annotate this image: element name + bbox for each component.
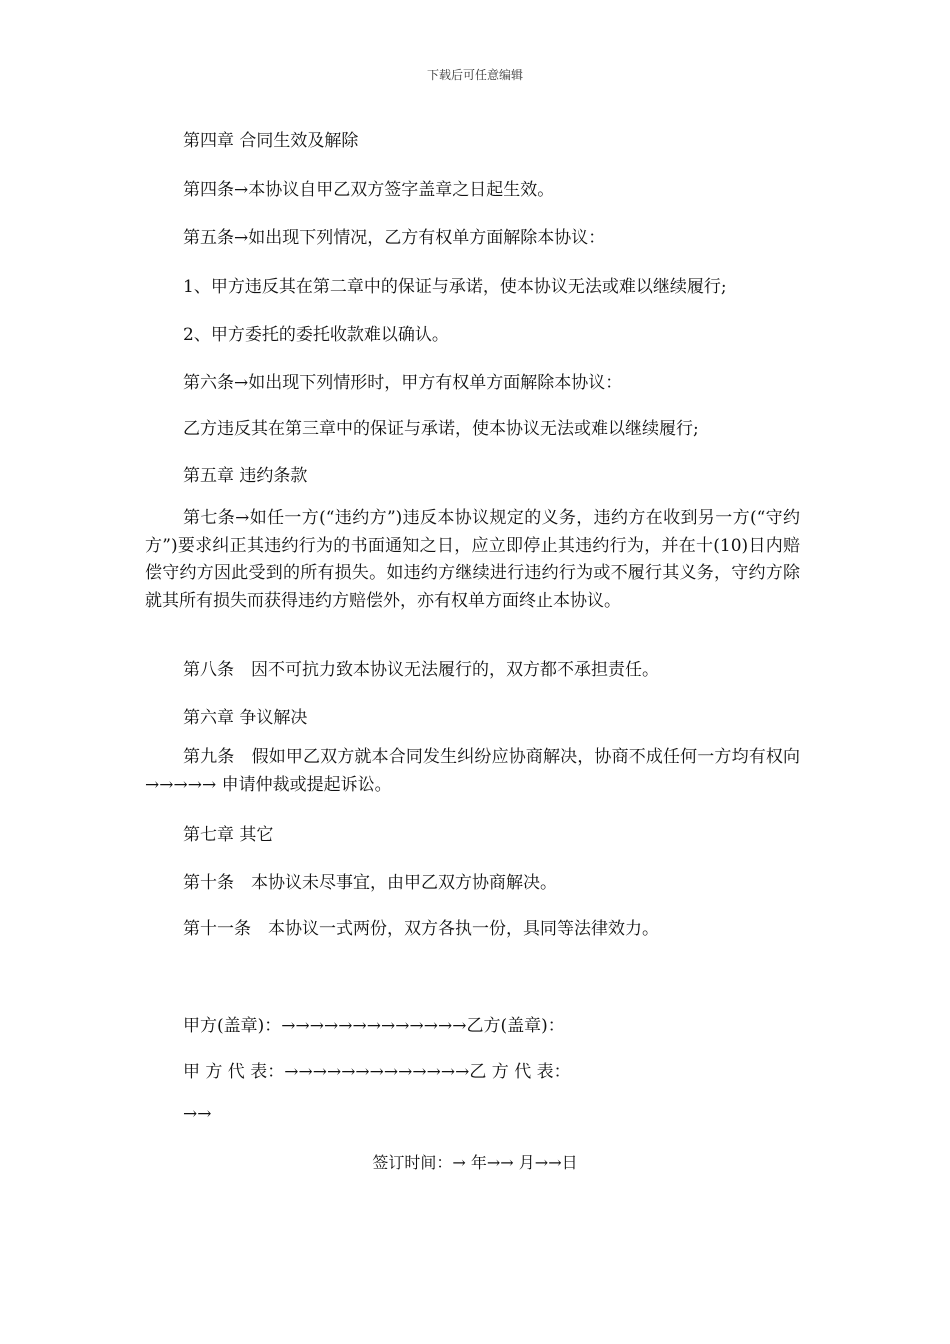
chapter-4-heading: 第四章 合同生效及解除 bbox=[183, 131, 359, 151]
article-10: 第十条 本协议未尽事宜，由甲乙双方协商解决。 bbox=[183, 873, 557, 893]
chapter-5-heading: 第五章 违约条款 bbox=[183, 466, 308, 486]
chapter-6-heading: 第六章 争议解决 bbox=[183, 708, 308, 728]
article-5: 第五条→如出现下列情况，乙方有权单方面解除本协议： bbox=[183, 228, 606, 248]
article-7-paragraph: 第七条→如任一方(“违约方”)违反本协议规定的义务，违约方在收到另一方(“守约方”)要求纠正其违约行为的书面通知之日，应立即停止其违约行为，并在十(10)日内赔偿守约方因此受到的所有损失。如违约方继续进行违约行为或不履行其义务，守约方除就其所有损失而获得违约方赔偿外，亦有权单方面终止本协议。 bbox=[145, 508, 800, 611]
article-5-item-1: 1、甲方违反其在第二章中的保证与承诺，使本协议无法或难以继续履行; bbox=[183, 277, 727, 297]
article-6-item: 乙方违反其在第三章中的保证与承诺，使本协议无法或难以继续履行; bbox=[183, 419, 699, 439]
party-seal-line: 甲方(盖章)：→→→→→→→→→→→→→乙方(盖章)： bbox=[183, 1016, 565, 1036]
representatives-line: 甲 方 代 表：→→→→→→→→→→→→→乙 方 代 表： bbox=[183, 1062, 571, 1082]
article-6: 第六条→如出现下列情形时，甲方有权单方面解除本协议： bbox=[183, 373, 623, 393]
article-8: 第八条 因不可抗力致本协议无法履行的，双方都不承担责任。 bbox=[183, 660, 659, 680]
blank-line: →→ bbox=[183, 1104, 212, 1124]
article-4: 第四条→本协议自甲乙双方签字盖章之日起生效。 bbox=[183, 180, 555, 200]
article-11: 第十一条 本协议一式两份，双方各执一份，具同等法律效力。 bbox=[183, 919, 659, 939]
page-header: 下载后可任意编辑 bbox=[426, 68, 523, 82]
article-5-item-2: 2、甲方委托的委托收款难以确认。 bbox=[183, 325, 449, 345]
article-9-paragraph: 第九条 假如甲乙双方就本合同发生纠纷应协商解决，协商不成任何一方均有权向→→→→→ 申请仲裁或提起诉讼。 bbox=[145, 747, 800, 795]
signing-date: 签订时间：→ 年→→ 月→→日 bbox=[372, 1153, 578, 1172]
chapter-7-heading: 第七章 其它 bbox=[183, 825, 274, 845]
